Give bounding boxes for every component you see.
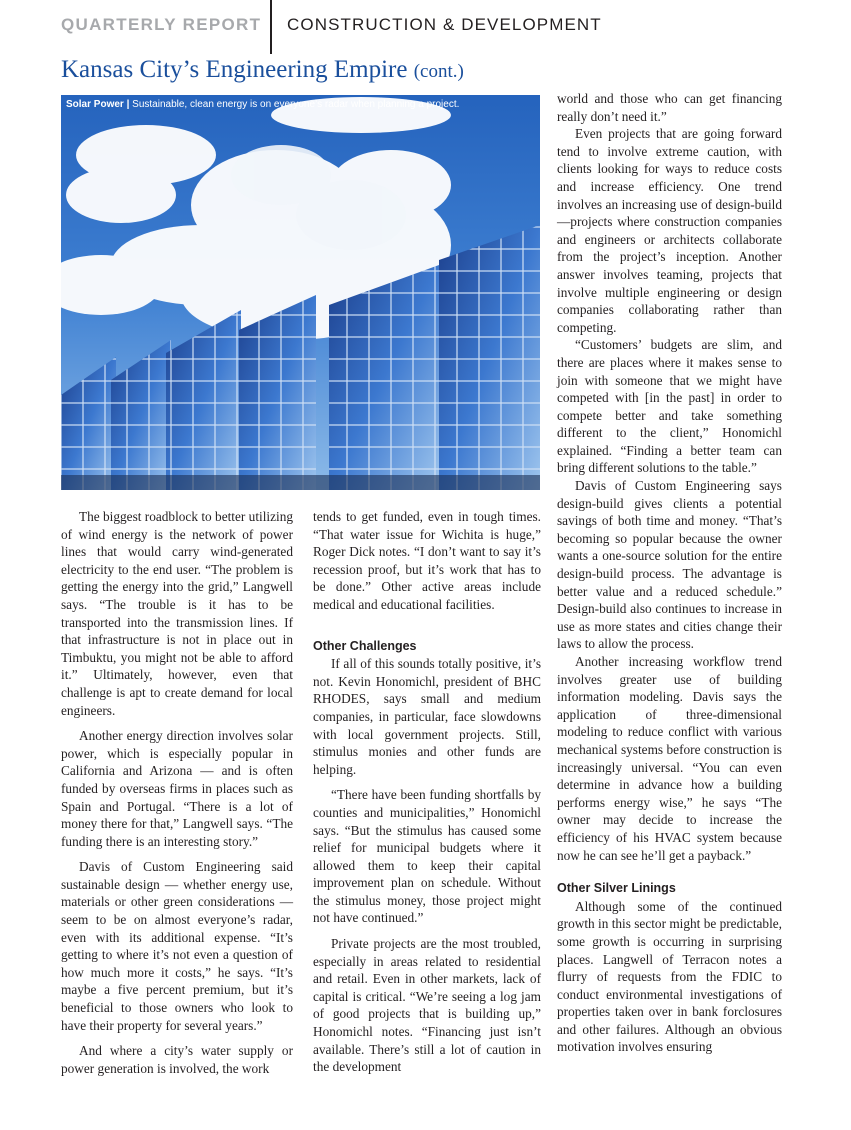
paragraph: “There have been funding shortfalls by counties and municipalities,” Honomichl says. “But the stimulus has caused some relief for municipal budgets where it allowed them to keep their capital improvement plan on schedule. Without the stimulus money, those project might not have continued.” [313,787,541,926]
paragraph: tends to get funded, even in tough times. “That water issue for Wichita is huge,” Roger Dick notes. “I don’t want to say it’s recession proof, but it’s work that has to be done.” Other active areas include medical and educational facilities. [313,509,541,612]
section-heading: Other Challenges [313,638,417,653]
paragraph: Another increasing workflow trend involves greater use of building information modeling. Davis says the application of three-dimensional modeling to reduce conflict with various mechanical systems before construction is increasingly universal. “You can even determine in advance how a building performs energy wise,” he says “The owner may decide to increase the efficiency of his HVAC system because now he can see he’ll get a payback.” [557,654,782,863]
text-column-2 [313,508,541,1076]
photo-caption [66,99,459,110]
solar-panel-photo [61,95,540,490]
paragraph: If all of this sounds totally positive, it’s not. Kevin Honomichl, president of BHC RHODES, says small and medium companies, in particular, face slowdowns with local government projects. Still, stimulus monies and other funds are helping. [313,656,541,777]
paragraph: world and those who can get financing really don’t need it.” [557,91,782,124]
paragraph: Although some of the continued growth in this sector might be predictable, some growth is occurring in surprising places. Langwell of Terracon notes a flurry of requests from the FDIC to conduct environmental investigations of properties taken over in bank forclosures and other failures. Although an obvious motivation involves ensuring [557,898,782,1055]
paragraph: Even projects that are going forward tend to involve extreme caution, with clients looking for ways to reduce costs and increase efficiency. One trend involves an increasing use of design-build—projects where construction companies and engineers or architects collaborate from the project’s inception. Another answer involves teaming, projects that involve multiple engineering or design companies collaborating rather than competing. [557,126,782,335]
paragraph: “Customers’ budgets are slim, and there are places where it makes sense to join with someone that we might have competed with [in the past] in order to compete better and take something different to the client,” Honomichl explained. “Finding a better team can bring different solutions to the table.” [557,337,782,476]
text-column-3 [557,90,782,1056]
title-main: Kansas City’s Engineering Empire [61,56,408,83]
text-column-1 [61,508,293,1077]
page-header [0,0,851,54]
paragraph: And where a city’s water supply or power generation is involved, the work [61,1043,293,1076]
paragraph: Private projects are the most troubled, especially in areas related to residential and retail. Even in other markets, lack of capital is critical. “We’re seeing a log jam of good projects that is building up,” Honomichl notes. “Financing just isn’t available. There’s still a lot of caution in the development [313,936,541,1075]
article-title [61,56,464,84]
paragraph: Another energy direction involves solar power, which is especially popular in California and Arizona — and is often funded by overseas firms in places such as Spain and Portugal. “There is a lot of money there for that,” Langwell says. “The funding there is an interesting story.” [61,728,293,849]
solar-panel-illustration [61,95,540,490]
header-divider [270,0,272,54]
paragraph: Davis of Custom Engineering said sustainable design — whether energy use, materials or other green considerations — seem to be on almost everyone’s radar, even with its additional expense. “It’s getting to where it’s not even a question of how much more it costs,” he says. “It’s maybe a five percent premium, but it’s beneficial to those owners who look to have their property for several years.” [61,859,293,1033]
paragraph: The biggest roadblock to better utilizing of wind energy is the network of power lines that would carry wind-generated electricity to the end user. “The problem is getting the energy into the grid,” Langwell says. “The trouble is it has to be transported into the transmission lines. If that infrastructure is not in place out in Timbuktu, you might not be able to afford it.” Ultimately, however, even that challenge is apt to create demand for local engineers. [61,509,293,718]
section-label: QUARTERLY REPORT [61,15,262,34]
paragraph: Davis of Custom Engineering says design-build gives clients a potential savings of both time and money. “That’s becoming so popular because the owner wants a one-source solution for the entire design-build process. The advantage is better value and a reduced schedule.” Design-build also continues to increase in use as more states and cities change their laws to allow the process. [557,478,782,652]
topic-label: CONSTRUCTION & DEVELOPMENT [287,15,602,34]
caption-lead: Solar Power | [66,99,130,110]
title-suffix: (cont.) [413,61,464,82]
caption-text: Sustainable, clean energy is on everyone’s radar when planning a project. [129,99,460,110]
section-heading: Other Silver Linings [557,881,676,896]
